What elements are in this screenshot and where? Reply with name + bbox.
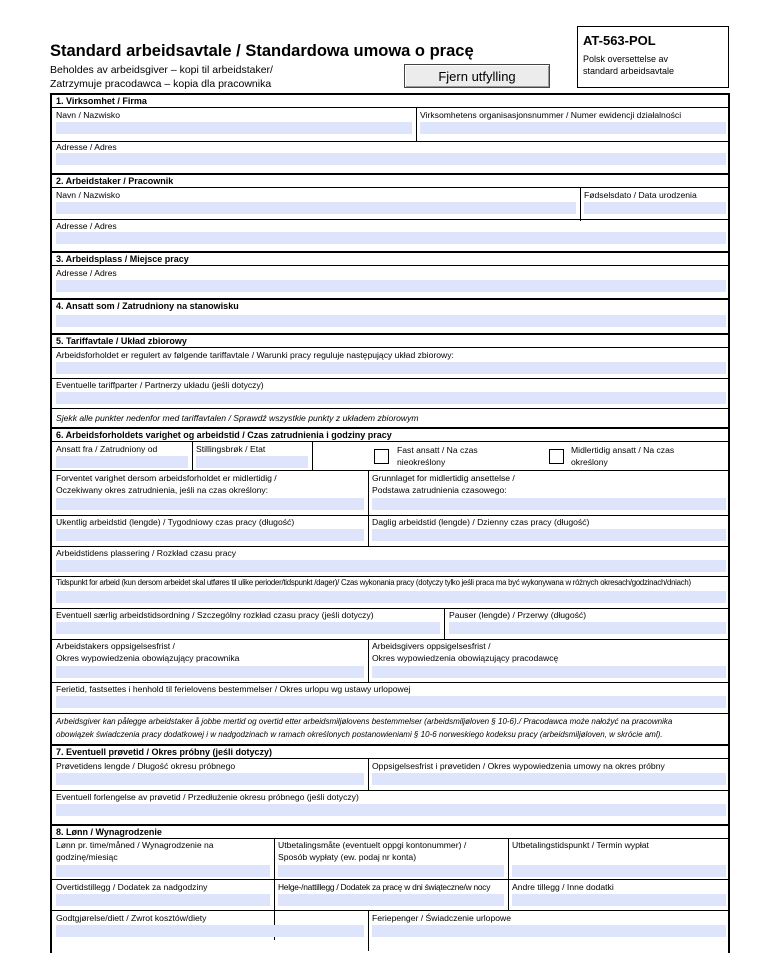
s8-other-input[interactable] [512, 894, 726, 906]
s6-notice-employer-label-2: Okres wypowiedzenia obowiązujący pracodawcę [372, 653, 559, 663]
divider [52, 682, 728, 683]
divider [52, 639, 728, 640]
divider [52, 879, 728, 880]
divider [580, 188, 581, 221]
s6-timing-label: Tidspunkt for arbeid (kun dersom arbeidet skal utføres til ulike perioder/tidspunkt /dager)/ Czas wykonania pracy (dotyczy tylko jeśli praca ma być wykonywana w różnych okresach/godzinach/dniach) [56, 578, 691, 587]
s5-regulated-label: Arbeidsforholdet er regulert av følgende tariffavtale / Warunki pracy reguluje następujący układ zbiorowy: [56, 350, 454, 360]
s6-notice-employee-label-2: Okres wypowiedzenia obowiązujący pracownika [56, 653, 240, 663]
divider [368, 911, 369, 951]
s6-reason-label-2: Podstawa zatrudnienia czasowego: [372, 485, 507, 495]
s6-special-label: Eventuell særlig arbeidstidsordning / Szczególny rozkład czasu pracy (jeśli dotyczy) [56, 610, 374, 620]
permanent-checkbox[interactable] [374, 449, 389, 464]
s2-name-input[interactable] [56, 202, 576, 214]
divider [52, 187, 728, 188]
s6-temporary-label-2: określony [571, 457, 608, 467]
s5-parties-input[interactable] [56, 392, 726, 404]
divider [52, 441, 728, 442]
s8-vacation-pay-input[interactable] [372, 925, 726, 937]
s8-expenses-label: Godtgjørelse/diett / Zwrot kosztów/diety [56, 913, 207, 923]
divider [52, 546, 728, 547]
section-3-title: 3. Arbeidsplass / Miejsce pracy [56, 254, 189, 264]
section-5-header [52, 333, 728, 347]
s1-orgno-label: Virksomhetens organisasjonsnummer / Numer ewidencji działalności [420, 110, 682, 120]
s1-orgno-input[interactable] [420, 122, 726, 134]
s6-special-input[interactable] [56, 622, 440, 634]
s6-placement-input[interactable] [56, 560, 726, 572]
s6-expected-label-1: Forventet varighet dersom arbeidsforholdet er midlertidig / [56, 473, 277, 483]
divider [508, 839, 509, 910]
section-1-title: 1. Virksomhet / Firma [56, 96, 147, 106]
s8-overtime-label: Overtidstillegg / Dodatek za nadgodziny [56, 882, 208, 892]
s6-holidays-label: Ferietid, fastsettes i henhold til ferielovens bestemmelser / Okres urlopu wg ustawy urlopowej [56, 684, 411, 694]
form-code: AT-563-POL [583, 33, 656, 48]
s4-position-input[interactable] [56, 315, 726, 327]
s7-notice-label: Oppsigelsesfrist i prøvetiden / Okres wypowiedzenia umowy na okres próbny [372, 761, 665, 771]
temporary-checkbox[interactable] [549, 449, 564, 464]
s8-overtime-input[interactable] [56, 894, 270, 906]
section-4-title: 4. Ansatt som / Zatrudniony na stanowisku [56, 301, 239, 311]
section-8-header [52, 824, 728, 838]
s6-temporary-label-1: Midlertidig ansatt / Na czas [571, 445, 675, 455]
s8-expenses-input[interactable] [56, 925, 364, 937]
s8-method-input[interactable] [278, 865, 504, 877]
s6-expected-input[interactable] [56, 498, 364, 510]
divider [52, 408, 728, 409]
s1-address-label: Adresse / Adres [56, 142, 117, 152]
s8-method-label-1: Utbetalingsmåte (eventuelt oppgi kontonummer) / [278, 840, 467, 850]
divider [52, 608, 728, 609]
form-code-sub-1: Polsk oversettelse av [583, 54, 669, 64]
s6-weekly-label: Ukentlig arbeidstid (lengde) / Tygodniowy czas pracy (długość) [56, 517, 295, 527]
divider [52, 910, 728, 911]
s1-name-label: Navn / Nazwisko [56, 110, 120, 120]
divider [368, 640, 369, 682]
section-5-title: 5. Tariffavtale / Układ zbiorowy [56, 336, 187, 346]
form-title: Standard arbeidsavtale / Standardowa umowa o pracę [50, 42, 474, 60]
section-8-title: 8. Lønn / Wynagrodzenie [56, 827, 162, 837]
divider [52, 219, 728, 220]
s6-expected-label-2: Oczekiwany okres zatrudnienia, jeśli na czas określony: [56, 485, 269, 495]
s6-placement-label: Arbeidstidens plassering / Rozkład czasu pracy [56, 548, 237, 558]
s6-breaks-label: Pauser (lengde) / Przerwy (długość) [449, 610, 587, 620]
s8-holiday-pay-label: Helge-/nattillegg / Dodatek za pracę w dni świąteczne/w nocy [278, 882, 491, 892]
s8-vacation-pay-label: Feriepenger / Świadczenie urlopowe [372, 913, 512, 923]
s6-note-2: obowiązek świadczenia pracy dodatkowej i w nadgodzinach w ramach określonych postanowieniami § 10-6 norweskiego kodeksu pracy (arbeidsmiljøloven, w skrócie aml). [56, 730, 663, 739]
divider [52, 576, 728, 577]
s2-dob-input[interactable] [584, 202, 726, 214]
divider [368, 759, 369, 790]
s8-other-label: Andre tillegg / Inne dodatki [512, 882, 614, 892]
s7-length-input[interactable] [56, 773, 364, 785]
s6-daily-input[interactable] [372, 529, 726, 541]
s2-dob-label: Fødselsdato / Data urodzenia [584, 190, 697, 200]
form-code-sub-2: standard arbeidsavtale [583, 66, 675, 76]
section-4-header [52, 298, 728, 312]
s8-payday-input[interactable] [512, 865, 726, 877]
divider [52, 141, 728, 142]
s6-permanent-label-2: nieokreślony [397, 457, 446, 467]
s7-length-label: Prøvetidens lengde / Długość okresu próbnego [56, 761, 236, 771]
s8-payday-label: Utbetalingstidspunkt / Termin wypłat [512, 840, 649, 850]
divider [52, 790, 728, 791]
divider [52, 838, 728, 839]
s2-name-label: Navn / Nazwisko [56, 190, 120, 200]
s6-note-1: Arbeidsgiver kan pålegge arbeidstaker å jobbe mertid og overtid etter arbeidsmiljølovens bestemmelser (arbeidsmiljøloven § 10-6)./ Pracodawca może nałożyć na pracownika [56, 717, 673, 726]
s5-note: Sjekk alle punkter nedenfor med tariffavtalen / Sprawdź wszystkie punkty z układem zbiorowym [56, 413, 419, 423]
s6-notice-employer-input[interactable] [372, 666, 726, 678]
section-1-header [52, 93, 728, 107]
s8-wage-label-2: godzinę/miesiąc [56, 852, 118, 862]
section-7-header [52, 744, 728, 758]
s2-address-input[interactable] [56, 232, 726, 244]
s6-breaks-input[interactable] [449, 622, 726, 634]
divider [52, 347, 728, 348]
s1-address-input[interactable] [56, 153, 726, 165]
divider [52, 378, 728, 379]
s6-reason-label-1: Grunnlaget for midlertidig ansettelse / [372, 473, 515, 483]
employment-form [50, 93, 730, 953]
section-2-title: 2. Arbeidstaker / Pracownik [56, 176, 174, 186]
s7-extension-input[interactable] [56, 804, 726, 816]
s6-notice-employee-input[interactable] [56, 666, 364, 678]
divider [52, 515, 728, 516]
s6-permanent-label-1: Fast ansatt / Na czas [397, 445, 478, 455]
s8-method-label-2: Sposób wypłaty (ew. podaj nr konta) [278, 852, 417, 862]
s6-notice-employee-label-1: Arbeidstakers oppsigelsesfrist / [56, 641, 175, 651]
s6-reason-input[interactable] [372, 498, 726, 510]
s5-regulated-input[interactable] [56, 362, 726, 374]
section-6-title: 6. Arbeidsforholdets varighet og arbeidstid / Czas zatrudnienia i godziny pracy [56, 430, 392, 440]
s5-parties-label: Eventuelle tariffparter / Partnerzy układu (jeśli dotyczy) [56, 380, 264, 390]
s6-percent-label: Stillingsbrøk / Etat [196, 444, 266, 454]
section-3-header [52, 251, 728, 265]
divider [416, 108, 417, 141]
s6-daily-label: Daglig arbeidstid (lengde) / Dzienny czas pracy (długość) [372, 517, 590, 527]
s3-address-label: Adresse / Adres [56, 268, 117, 278]
divider [52, 470, 728, 471]
divider [52, 107, 728, 108]
s6-percent-input[interactable] [196, 456, 308, 468]
section-7-title: 7. Eventuell prøvetid / Okres próbny (jeśli dotyczy) [56, 747, 273, 757]
s6-start-label: Ansatt fra / Zatrudniony od [56, 444, 158, 454]
s8-holiday-pay-input[interactable] [278, 894, 504, 906]
divider [52, 713, 728, 714]
divider [312, 442, 313, 470]
s6-weekly-input[interactable] [56, 529, 364, 541]
section-6-header [52, 427, 728, 441]
s2-address-label: Adresse / Adres [56, 221, 117, 231]
divider [192, 442, 193, 470]
s7-extension-label: Eventuell forlengelse av prøvetid / Przedłużenie okresu próbnego (jeśli dotyczy) [56, 792, 359, 802]
s6-notice-employer-label-1: Arbeidsgivers oppsigelsesfrist / [372, 641, 491, 651]
s6-start-input[interactable] [56, 456, 188, 468]
divider [444, 609, 445, 639]
s8-wage-label-1: Lønn pr. time/måned / Wynagrodzenie na [56, 840, 214, 850]
section-2-header [52, 173, 728, 187]
clear-form-button[interactable]: Fjern utfylling [404, 64, 550, 88]
form-subtitle-1: Beholdes av arbeidsgiver – kopi til arbeidstaker/ [50, 64, 273, 76]
form-code-box [577, 26, 729, 88]
form-subtitle-2: Zatrzymuje pracodawca – kopia dla pracownika [50, 78, 272, 90]
divider [52, 265, 728, 266]
divider [368, 471, 369, 546]
s7-notice-input[interactable] [372, 773, 726, 785]
divider [52, 758, 728, 759]
s1-name-input[interactable] [56, 122, 412, 134]
s8-wage-input[interactable] [56, 865, 270, 877]
s6-timing-input[interactable] [56, 591, 726, 603]
s6-holidays-input[interactable] [56, 696, 726, 708]
s3-address-input[interactable] [56, 280, 726, 292]
